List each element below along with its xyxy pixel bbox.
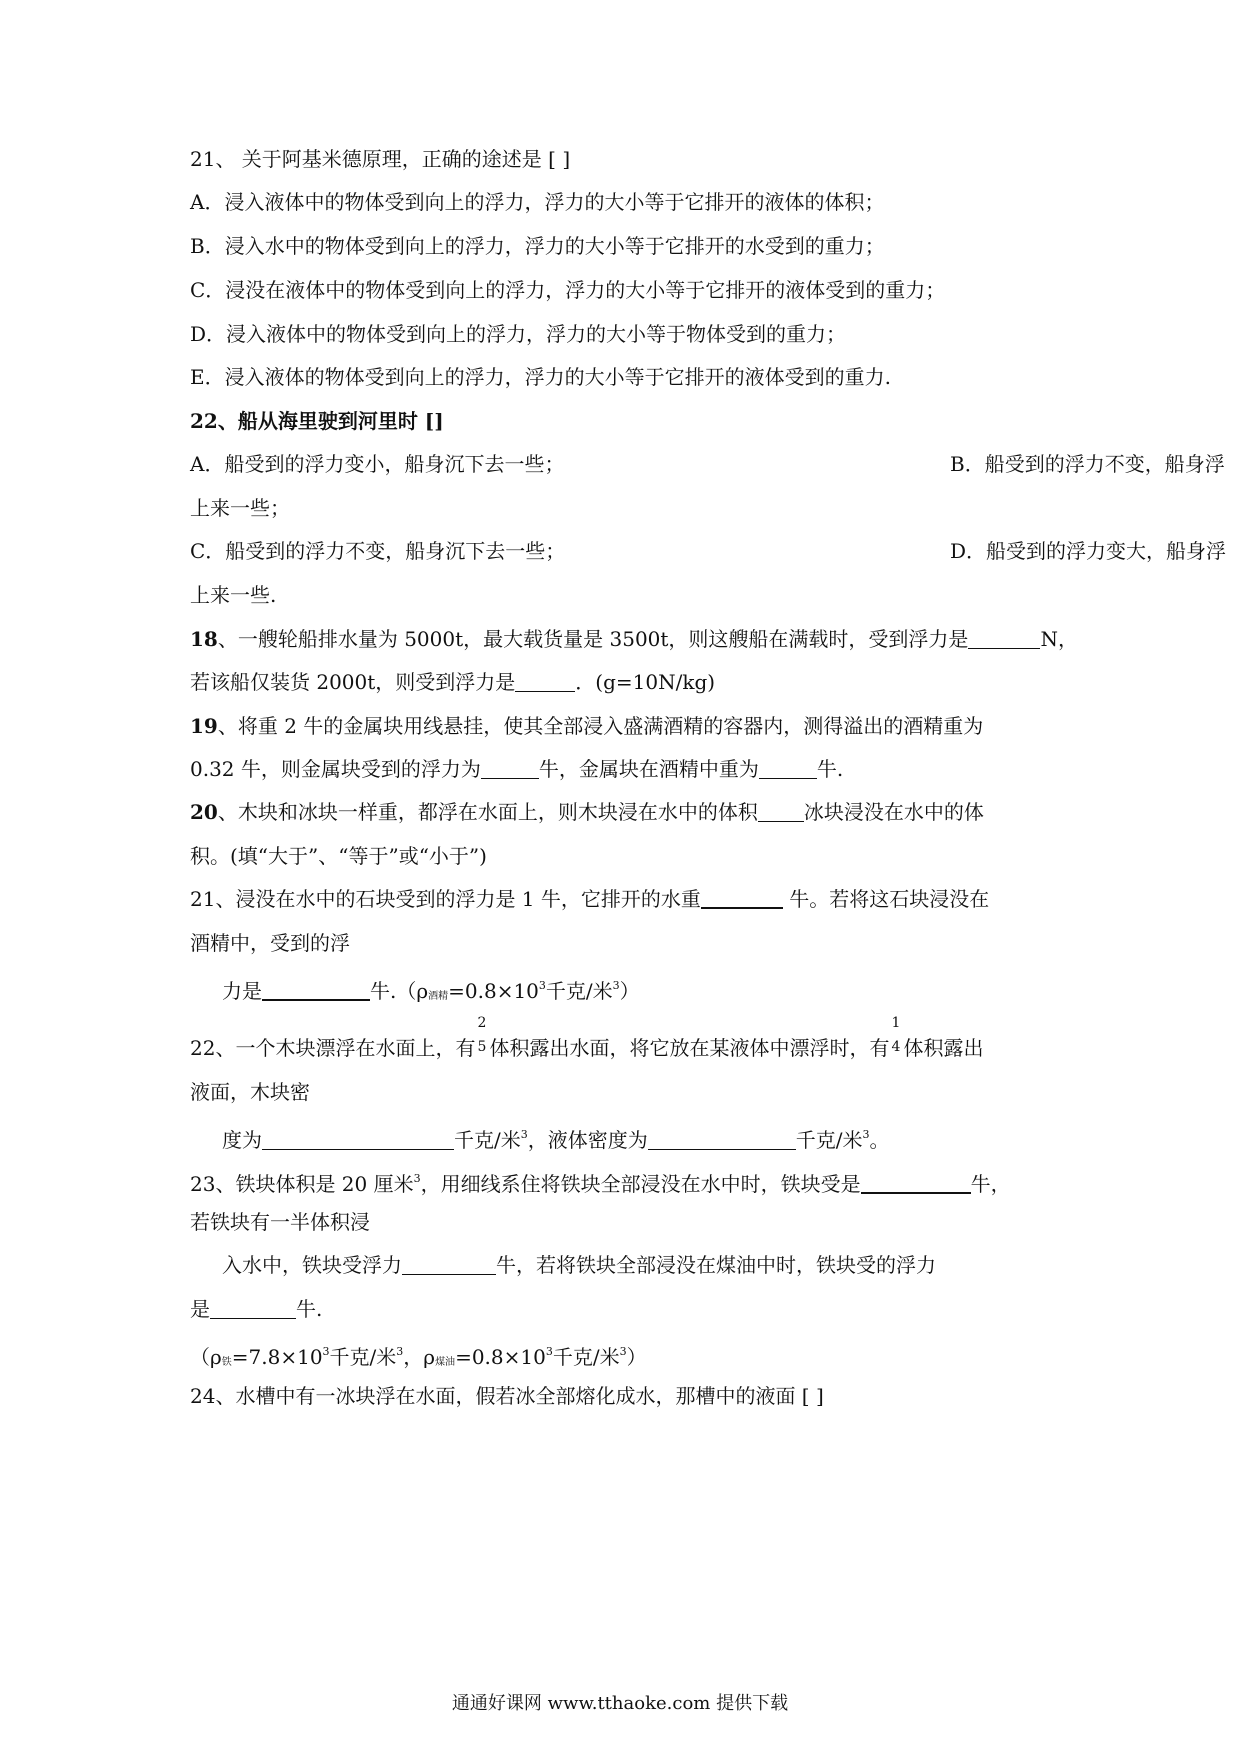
q20-line-2: 积。(填“大于”、“等于”或“小于”) [190, 844, 487, 868]
answer-blank[interactable] [758, 801, 804, 822]
q24-stem: 24、水槽中有一冰块浮在水面，假若冰全部熔化成水，那槽中的液面 [ ] [190, 1384, 824, 1408]
fraction-denominator: 5 [477, 1039, 487, 1055]
rho-subscript: 酒精 [428, 991, 449, 1002]
q18-unit: N， [1040, 627, 1078, 651]
answer-blank[interactable] [968, 628, 1040, 649]
q22b-text-4: 度为 [222, 1128, 262, 1152]
answer-blank[interactable] [402, 1254, 496, 1275]
exponent: 3 [413, 1172, 421, 1185]
q18-number: 18 [190, 627, 218, 651]
q22b-text-6: 。 [869, 1128, 890, 1152]
q23-line-1 [190, 1166, 1070, 1197]
q20-line-1 [190, 799, 1070, 825]
q21a-option-a: A．浸入液体中的物体受到向上的浮力，浮力的大小等于它排开的液体的体积； [190, 190, 885, 214]
q18-text-3: ．(g=10N/kg) [575, 670, 716, 694]
q22a-option-a: A．船受到的浮力变小，船身沉下去一些； [190, 452, 565, 476]
fraction-two-fifths [475, 1015, 489, 1061]
q22a-stem: 22、船从海里驶到河里时 [] [190, 409, 444, 433]
q23-text: 23、铁块体积是 20 厘米 [190, 1172, 414, 1196]
q21a-option-b: B．浸入水中的物体受到向上的浮力，浮力的大小等于它排开的水受到的重力； [190, 234, 885, 258]
page-footer: 通通好课网 www.tthaoke.com 提供下载 [451, 1693, 789, 1714]
q22a-option-c: C．船受到的浮力不变，船身沉下去一些； [190, 539, 566, 563]
answer-blank[interactable] [515, 671, 575, 692]
q21b-unit: 千克/米 [545, 979, 613, 1003]
q22b-text: 22、一个木块漂浮在水面上，有 [190, 1036, 476, 1060]
q23-text-3: 牛， [970, 1172, 1011, 1196]
answer-blank[interactable] [262, 1129, 454, 1150]
answer-blank[interactable] [759, 758, 817, 779]
q23-unit: 千克/米 [329, 1345, 397, 1369]
q19-number: 19 [190, 714, 218, 738]
exponent: 3 [619, 1345, 627, 1358]
q23-unit-2: 千克/米 [552, 1345, 620, 1369]
q18-text-2: 若该船仅装货 2000t，则受到浮力是 [190, 670, 516, 694]
q23-text-4: 入水中，铁块受浮力 [222, 1253, 402, 1277]
exponent: 3 [538, 979, 546, 992]
answer-blank[interactable] [481, 758, 539, 779]
q22a-option-b: B．船受到的浮力不变，船身浮 [950, 452, 1225, 476]
q21b-text-2: 牛。若将这石块浸没在 [782, 887, 990, 911]
q21b-text-5: =0.8×10 [448, 979, 539, 1003]
q22b-line-1 [190, 1015, 1070, 1061]
exponent: 3 [322, 1345, 330, 1358]
q20-text: 、木块和冰块一样重，都浮在水面上，则木块浸在水中的体积 [217, 800, 758, 824]
q23-text-9: =7.8×10 [231, 1345, 323, 1369]
q23-line-4 [190, 1296, 1070, 1322]
q21b-line-1 [190, 886, 1070, 912]
exponent: 3 [862, 1128, 870, 1141]
q19-text: 、将重 2 牛的金属块用线悬挂，使其全部浸入盛满酒精的容器内，测得溢出的酒精重为 [217, 714, 984, 738]
q23-text-7: 牛. [296, 1297, 323, 1321]
q22b-text-3: 体积露出 [903, 1036, 984, 1060]
q23-line-5 [190, 1339, 1070, 1376]
exponent: 3 [612, 979, 620, 992]
exponent: 3 [520, 1128, 528, 1141]
exponent: 3 [545, 1345, 553, 1358]
fraction-numerator: 1 [891, 1015, 901, 1031]
q21b-text-3: 力是 [222, 979, 262, 1003]
q23-text-11: =0.8×10 [455, 1345, 546, 1369]
q22a-line-2 [190, 538, 1227, 564]
q22b-text-2: 体积露出水面，将它放在某液体中漂浮时，有 [489, 1036, 890, 1060]
q23-text-5: 牛，若将铁块全部浸没在煤油中时，铁块受的浮力 [496, 1253, 936, 1277]
q22b-unit: 千克/米 [454, 1128, 521, 1152]
answer-blank[interactable] [861, 1172, 971, 1194]
rho-subscript: 铁 [221, 1357, 232, 1368]
q23-text-10: ，ρ [403, 1345, 436, 1369]
q22a-line-1 [190, 451, 1225, 477]
q23-line-3 [222, 1252, 1102, 1278]
q19-text-2: 0.32 牛，则金属块受到的浮力为 [190, 757, 481, 781]
q22b-unit-2: 千克/米 [795, 1128, 863, 1152]
q23-line-2: 若铁块有一半体积浸 [190, 1210, 370, 1234]
q21a-stem: 21、 关于阿基米德原理，正确的途述是 [ ] [190, 147, 571, 171]
q21a-option-c: C．浸没在液体中的物体受到向上的浮力，浮力的大小等于它排开的液体受到的重力； [190, 278, 946, 302]
answer-blank[interactable] [210, 1298, 296, 1319]
fraction-numerator: 2 [477, 1015, 487, 1031]
q22a-option-d: D．船受到的浮力变大，船身浮 [950, 539, 1227, 563]
fraction-denominator: 4 [891, 1039, 901, 1055]
q21b-line-3 [222, 973, 1102, 1010]
answer-blank[interactable] [701, 887, 783, 909]
q21a-option-d: D．浸入液体中的物体受到向上的浮力，浮力的大小等于物体受到的重力； [190, 322, 847, 346]
q23-text-8: （ρ [190, 1345, 222, 1369]
q22a-option-b-cont: 上来一些； [190, 496, 290, 520]
q21b-text: 21、浸没在水中的石块受到的浮力是 1 牛，它排开的水重 [190, 887, 701, 911]
q19-text-4: 牛. [816, 757, 844, 781]
q20-number: 20 [190, 800, 218, 824]
rho-subscript: 煤油 [435, 1357, 456, 1368]
q21a-option-e: E．浸入液体的物体受到向上的浮力，浮力的大小等于它排开的液体受到的重力. [190, 365, 891, 389]
answer-blank[interactable] [648, 1129, 796, 1150]
q21b-line-2: 酒精中，受到的浮 [190, 931, 350, 955]
q22b-line-3 [222, 1122, 1102, 1153]
q21b-text-4: 牛.（ρ [370, 979, 429, 1003]
q19-line-2 [190, 756, 1070, 782]
fraction-one-quarter [889, 1015, 903, 1061]
q18-text: 、一艘轮船排水量为 5000t，最大载货量是 3500t，则这艘船在满载时，受到浮力是 [217, 627, 969, 651]
q21b-text-6: ） [619, 979, 640, 1003]
q18-line-1 [190, 626, 1078, 652]
q22b-line-2: 液面，木块密 [190, 1080, 310, 1104]
exponent: 3 [396, 1345, 404, 1358]
q22a-option-d-cont: 上来一些. [190, 583, 277, 607]
q23-text-2: ，用细线系住将铁块全部浸没在水中时，铁块受是 [420, 1172, 861, 1196]
q20-text-2: 冰块浸没在水中的体 [803, 800, 984, 824]
answer-blank[interactable] [262, 979, 370, 1001]
q23-text-6: 是 [190, 1297, 210, 1321]
q23-text-12: ） [626, 1345, 647, 1369]
q22b-text-5: ，液体密度为 [527, 1128, 648, 1152]
q19-text-3: 牛，金属块在酒精中重为 [538, 757, 759, 781]
q19-line-1 [190, 713, 1070, 739]
q18-line-2 [190, 669, 1070, 695]
